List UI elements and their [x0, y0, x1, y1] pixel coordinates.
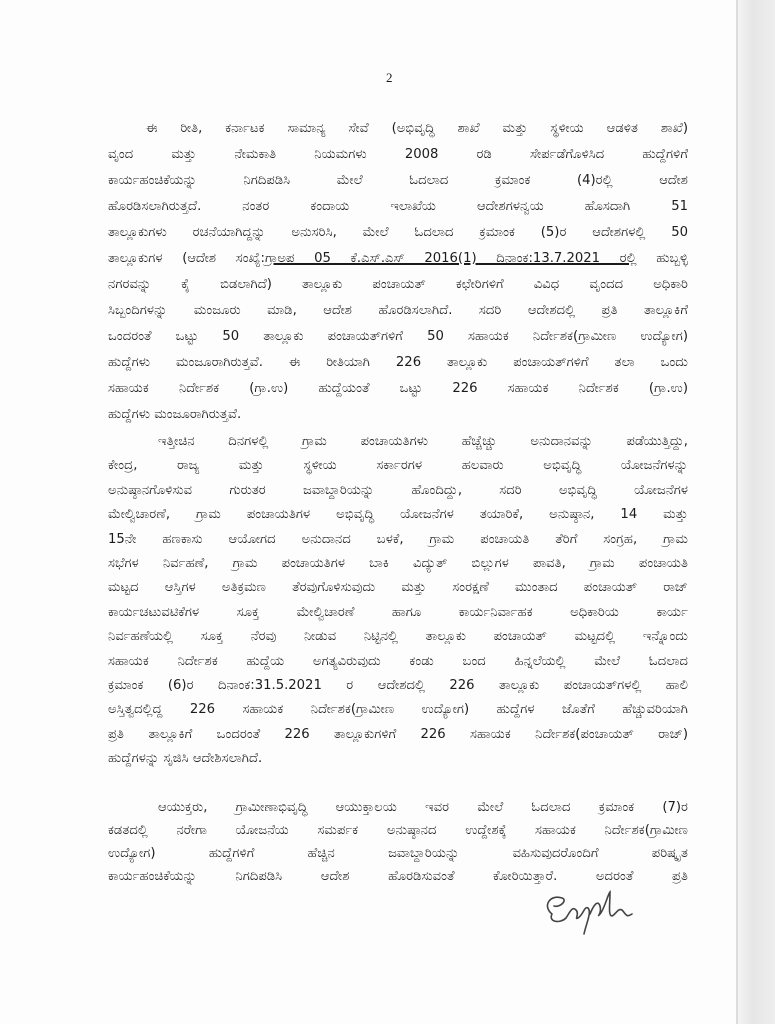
text-line: ಅನುಷ್ಠಾನಗೊಳಿಸುವ ಗುರುತರ ಜವಾಬ್ದಾರಿಯನ್ನು ಹೊಂದಿದ್ದು, ಸದರಿ ಅಭಿವೃದ್ಧಿ ಯೋಜನೆಗಳ	[108, 482, 688, 498]
text-line: ಕಾರ್ಯಹಂಚಿಕೆಯನ್ನು ನಿಗದಿಪಡಿಸಿ ಮೇಲೆ ಓದಲಾದ ಕ್ರಮಾಂಕ (4)ರಲ್ಲಿ ಆದೇಶ	[108, 173, 688, 188]
text-line: ಪ್ರತಿ ತಾಲ್ಲೂಕಿಗೆ ಒಂದರಂತೆ 226 ತಾಲ್ಲೂಕುಗಳಿಗೆ 226 ಸಹಾಯಕ ನಿರ್ದೇಶಕ(ಪಂಚಾಯತ್ ರಾಜ್)	[108, 726, 688, 742]
page-number: 2	[386, 70, 393, 85]
paragraph-3	[108, 796, 688, 888]
text-line: ಹುದ್ದೆಗಳು ಮಂಜೂರಾಗಿರುತ್ತವೆ.	[108, 407, 242, 422]
scan-page-edge	[738, 0, 775, 1024]
text-line: ಕೇಂದ್ರ, ರಾಜ್ಯ ಮತ್ತು ಸ್ಥಳೀಯ ಸರ್ಕಾರಗಳ ಹಲವಾರು ಅಭಿವೃದ್ಧಿ ಯೋಜನೆಗಳನ್ನು	[108, 458, 688, 474]
text-segment: ಹುಬ್ಬಳ್ಳಿ	[636, 251, 688, 266]
text-line: ಸಭೆಗಳ ನಿರ್ವಹಣೆ, ಗ್ರಾಮ ಪಂಚಾಯತಿಗಳ ಬಾಕಿ ವಿದ್ಯುತ್ ಬಿಲ್ಲುಗಳ ಪಾವತಿ, ಗ್ರಾಮ ಪಂಚಾಯತಿ	[108, 555, 688, 571]
paragraph-1	[108, 116, 688, 428]
text-line: ಅಸ್ತಿತ್ವದಲ್ಲಿದ್ದ 226 ಸಹಾಯಕ ನಿರ್ದೇಶಕ(ಗ್ರಾಮೀಣ ಉದ್ಯೋಗ) ಹುದ್ದೆಗಳ ಜೊತೆಗೆ ಹೆಚ್ಚುವರಿಯಾಗಿ	[108, 702, 688, 718]
text-line: ಕಾರ್ಯಹಂಚಿಕೆಯನ್ನು ನಿಗದಿಪಡಿಸಿ ಆದೇಶ ಹೊರಡಿಸುವಂತೆ ಕೋರಿಯಿತ್ತಾರೆ. ಅದರಂತೆ ಪ್ರತಿ	[108, 869, 688, 884]
text-line: ಸಹಾಯಕ ನಿರ್ದೇಶಕ (ಗ್ರಾ.ಉ) ಹುದ್ದೆಯಂತೆ ಒಟ್ಟು 226 ಸಹಾಯಕ ನಿರ್ದೇಶಕ (ಗ್ರಾ.ಉ)	[108, 381, 688, 396]
text-line: ನಗರವನ್ನು ಕೈ ಬಿಡಲಾಗಿದೆ) ತಾಲ್ಲೂಕು ಪಂಚಾಯತ್ ಕಛೇರಿಗಳಿಗೆ ವಿವಿಧ ವೃಂದದ ಅಧಿಕಾರಿ	[108, 277, 688, 292]
text-line: ವೃಂದ ಮತ್ತು ನೇಮಕಾತಿ ನಿಯಮಗಳು 2008 ರಡಿ ಸೇರ್ಪಡೆಗೊಳಿಸಿದ ಹುದ್ದೆಗಳಿಗೆ	[108, 147, 688, 162]
paragraph-2	[108, 430, 688, 771]
text-line: ಕಡತದಲ್ಲಿ ನರೇಗಾ ಯೋಜನೆಯ ಸಮರ್ಪಕ ಅನುಷ್ಠಾನದ ಉದ್ದೇಶಕ್ಕೆ ಸಹಾಯಕ ನಿರ್ದೇಶಕ(ಗ್ರಾಮೀಣ	[108, 823, 688, 838]
text-line: ಒಂದರಂತೆ ಒಟ್ಟು 50 ತಾಲ್ಲೂಕು ಪಂಚಾಯತ್‌ಗಳಿಗೆ 50 ಸಹಾಯಕ ನಿರ್ದೇಶಕ(ಗ್ರಾಮೀಣ ಉದ್ಯೋಗ)	[108, 329, 688, 344]
text-line: ಹುದ್ದೆಗಳನ್ನು ಸೃಜಿಸಿ ಆದೇಶಿಸಲಾಗಿದೆ.	[108, 751, 263, 767]
underlined-order-reference: ಗ್ರಾಅಪ 05 ಕೆ.ಎಸ್.ಎಸ್ 2016(1) ದಿನಾಂಕ:13.7.2021 ರಲ್ಲಿ	[264, 251, 637, 266]
text-line: ಮಟ್ಟದ ಆಸ್ತಿಗಳ ಅತಿಕ್ರಮಣ ತೆರವುಗೊಳಿಸುವುದು ಮತ್ತು ಸಂರಕ್ಷಣೆ ಮುಂತಾದ ಪಂಚಾಯತ್ ರಾಜ್	[108, 580, 688, 596]
text-line: ಉದ್ಯೋಗ) ಹುದ್ದೆಗಳಿಗೆ ಹೆಚ್ಚಿನ ಜವಾಬ್ದಾರಿಯನ್ನು ವಹಿಸುವುದರೊಂದಿಗೆ ಪರಿಷ್ಕೃತ	[108, 846, 688, 861]
handwritten-signature	[538, 884, 648, 944]
text-line: ಹೊರಡಿಸಲಾಗಿರುತ್ತದೆ. ನಂತರ ಕಂದಾಯ ಇಲಾಖೆಯ ಆದೇಶಗಳನ್ವಯ ಹೊಸದಾಗಿ 51	[108, 199, 688, 214]
text-line: ತಾಲ್ಲೂಕುಗಳು ರಚನೆಯಾಗಿದ್ದನ್ನು ಅನುಸರಿಸಿ, ಮೇಲೆ ಓದಲಾದ ಕ್ರಮಾಂಕ (5)ರ ಆದೇಶಗಳಲ್ಲಿ 50	[108, 225, 688, 240]
text-line: ಕ್ರಮಾಂಕ (6)ರ ದಿನಾಂಕ:31.5.2021 ರ ಆದೇಶದಲ್ಲಿ 226 ತಾಲ್ಲೂಕು ಪಂಚಾಯತ್‌ಗಳಲ್ಲಿ ಹಾಲಿ	[108, 677, 688, 693]
text-line: ಹುದ್ದೆಗಳು ಮಂಜೂರಾಗಿರುತ್ತವೆ. ಈ ರೀತಿಯಾಗಿ 226 ತಾಲ್ಲೂಕು ಪಂಚಾಯತ್‌ಗಳಿಗೆ ತಲಾ ಒಂದು	[108, 355, 688, 370]
text-line: ಇತ್ತೀಚಿನ ದಿನಗಳಲ್ಲಿ ಗ್ರಾಮ ಪಂಚಾಯತಿಗಳು ಹೆಚ್ಚೆಚ್ಚು ಅನುದಾನವನ್ನು ಪಡೆಯುತ್ತಿದ್ದು,	[158, 434, 688, 449]
text-line: ಆಯುಕ್ತರು, ಗ್ರಾಮೀಣಾಭಿವೃದ್ಧಿ ಆಯುಕ್ತಾಲಯ ಇವರ ಮೇಲೆ ಓದಲಾದ ಕ್ರಮಾಂಕ (7)ರ	[158, 800, 688, 815]
text-line: ಮೇಲ್ವಿಚಾರಣೆ, ಗ್ರಾಮ ಪಂಚಾಯತಿಗಳ ಅಭಿವೃದ್ಧಿ ಯೋಜನೆಗಳ ತಯಾರಿಕೆ, ಅನುಷ್ಠಾನ, 14 ಮತ್ತು	[108, 507, 688, 523]
text-line: ಕಾರ್ಯಚಟುವಟಿಕೆಗಳ ಸೂಕ್ತ ಮೇಲ್ವಿಚಾರಣೆ ಹಾಗೂ ಕಾರ್ಯನಿರ್ವಾಹಕ ಅಧಿಕಾರಿಯ ಕಾರ್ಯ	[108, 604, 688, 620]
text-line: ಸಿಬ್ಬಂದಿಗಳನ್ನು ಮಂಜೂರು ಮಾಡಿ, ಆದೇಶ ಹೊರಡಿಸಲಾಗಿದೆ. ಸದರಿ ಆದೇಶದಲ್ಲಿ ಪ್ರತಿ ತಾಲ್ಲೂಕಿಗೆ	[108, 303, 688, 318]
text-line	[108, 246, 688, 272]
text-line: 15ನೇ ಹಣಕಾಸು ಆಯೋಗದ ಅನುದಾನದ ಬಳಕೆ, ಗ್ರಾಮ ಪಂಚಾಯತಿ ತೆರಿಗೆ ಸಂಗ್ರಹ, ಗ್ರಾಮ	[108, 531, 688, 547]
text-line: ಈ ರೀತಿ, ಕರ್ನಾಟಕ ಸಾಮಾನ್ಯ ಸೇವೆ (ಅಭಿವೃದ್ಧಿ ಶಾಖೆ ಮತ್ತು ಸ್ಥಳೀಯ ಆಡಳಿತ ಶಾಖೆ)	[146, 121, 688, 136]
text-line: ಸಹಾಯಕ ನಿರ್ದೇಶಕ ಹುದ್ದೆಯ ಅಗತ್ಯವಿರುವುದು ಕಂಡು ಬಂದ ಹಿನ್ನಲೆಯಲ್ಲಿ ಮೇಲೆ ಓದಲಾದ	[108, 653, 688, 669]
text-line: ನಿರ್ವಹಣೆಯಲ್ಲಿ ಸೂಕ್ತ ನೆರವು ನೀಡುವ ನಿಟ್ಟಿನಲ್ಲಿ ತಾಲ್ಲೂಕು ಪಂಚಾಯತ್ ಮಟ್ಟದಲ್ಲಿ ಇನ್ನೊಂದು	[108, 629, 688, 645]
text-segment: ತಾಲ್ಲೂಕುಗಳ (ಆದೇಶ ಸಂಖ್ಯೆ:	[108, 251, 265, 266]
